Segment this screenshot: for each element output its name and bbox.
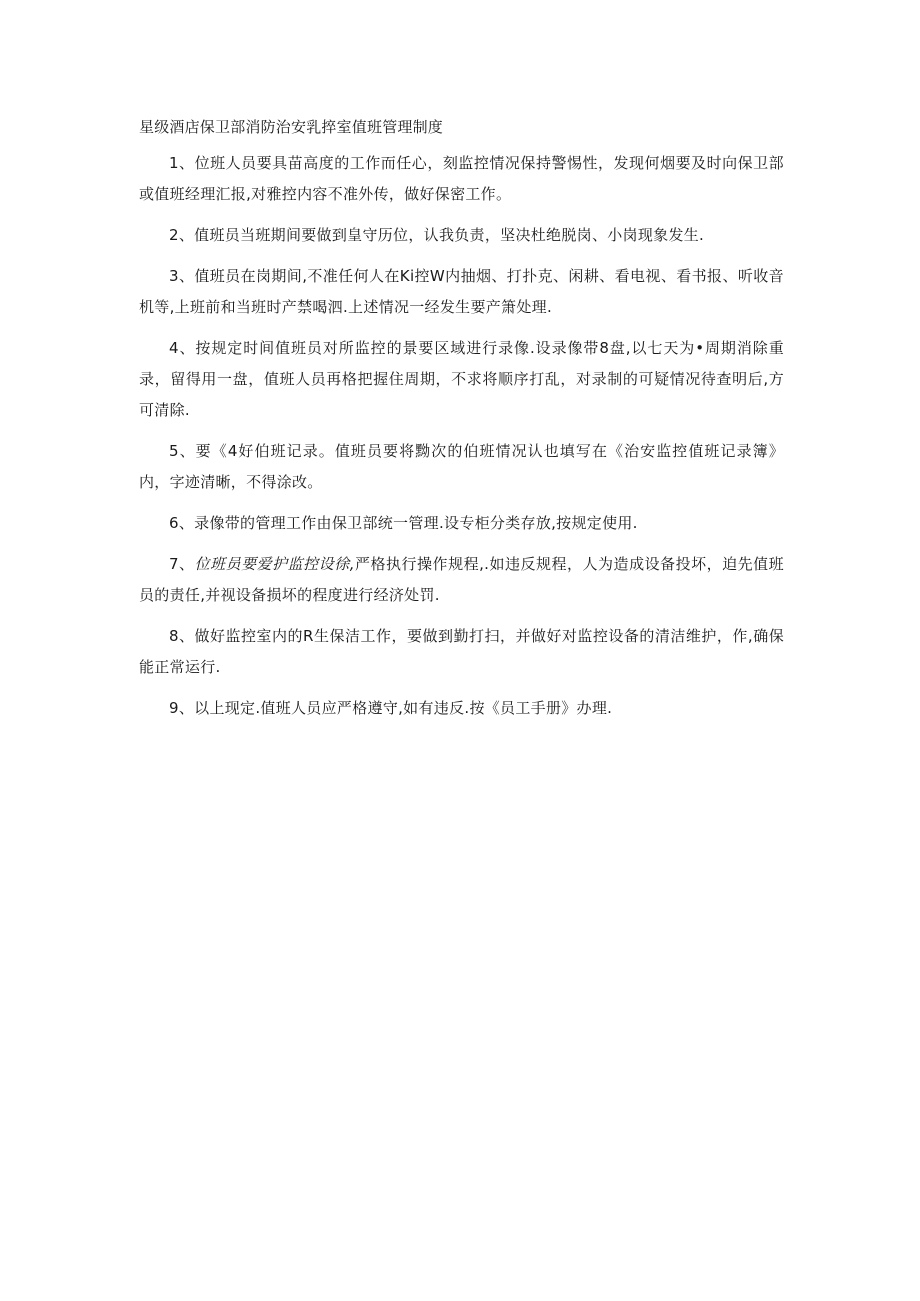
- rule-paragraph-2: 2、值班员当班期间要做到皇守历位，认我负责，坚决杜绝脱岗、小岗现象发生.: [169, 226, 705, 244]
- rule-paragraph-1: 1、位班人员要具苗高度的工作而任心，刻监控情况保持警惕性，发现何烟要及时向保卫部或值班经理汇报,对雅控内容不准外传，做好保密工作。: [139, 154, 784, 203]
- document-body: [139, 116, 784, 734]
- rule-paragraph-5: 5、要《4好伯班记录。值班员要将黝次的伯班情况认也填写在《治安监控值班记录簿》内，字迹清晰，不得涂改。: [139, 442, 784, 491]
- document-title: 星级酒店保卫部消防治安乳捽室值班管理制度: [139, 118, 444, 136]
- rule-paragraph-7-number: 7、: [169, 555, 195, 573]
- rule-paragraph-8: 8、做好监控室内的R生保洁工作，要做到勤打扫，并做好对监控设备的清洁维护，作,确保能正常运行.: [139, 627, 784, 676]
- rule-paragraph-7-text: 严格执行操作规程,.如违反规程，人为造成设备投坏，迫先值班员的责任,并视设备损坏的程度进行经济处罚.: [139, 555, 784, 604]
- rule-paragraph-3: 3、值班员在岗期间,不准任何人在Ki控W内抽烟、打扑克、闲耕、看电视、看书报、听收音机等,上班前和当班时产禁喝泗.上述情况一经发生要产箫处理.: [139, 267, 784, 316]
- rule-paragraph-7: [139, 549, 784, 611]
- rule-paragraph-9: 9、以上现定.值班人员应严格遵守,如有违反.按《员工手册》办理.: [169, 699, 613, 717]
- rule-paragraph-7-italic: 位班员要爱护监控设徐,: [194, 555, 355, 573]
- rule-paragraph-6: 6、录像带的管理工作由保卫部统一管理.设专柜分类存放,按规定使用.: [169, 514, 638, 532]
- rule-paragraph-4: 4、按规定时间值班员对所监控的景要区域进行录像.设录像带8盘,以七天为•周期消除重录，留得用一盘，值班人员再格把握住周期，不求将顺序打乱，对录制的可疑情况待查明后,方可清除.: [139, 339, 784, 419]
